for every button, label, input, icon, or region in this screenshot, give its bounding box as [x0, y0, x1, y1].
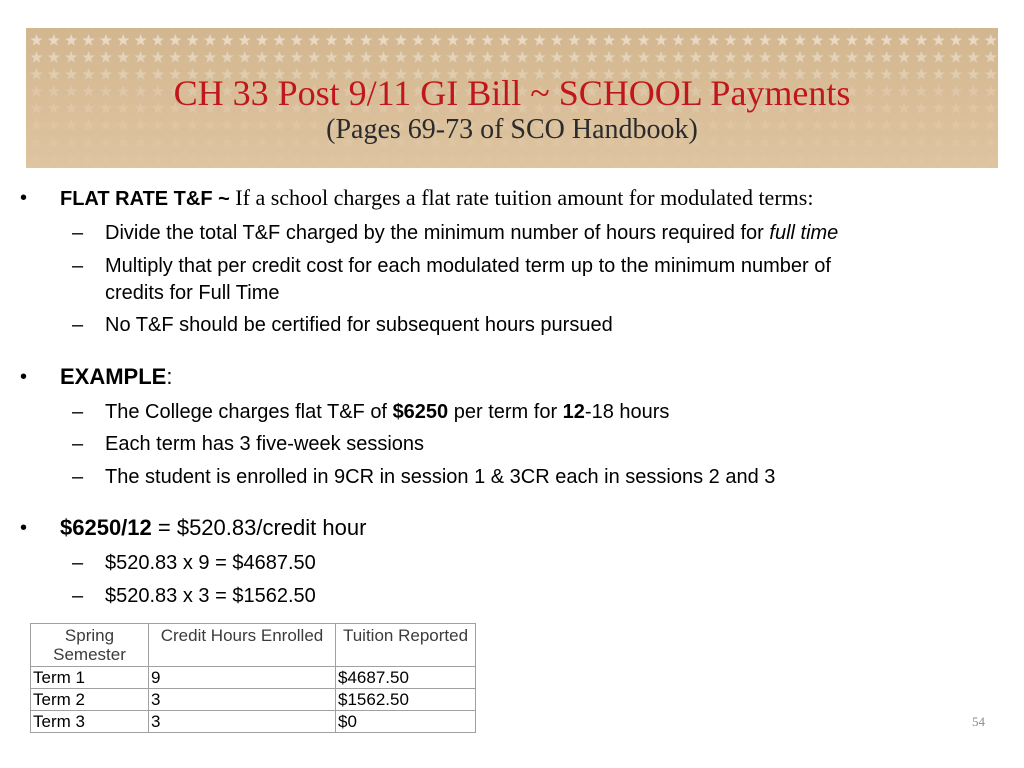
dash-marker: –: [72, 466, 84, 488]
table-cell-term: Term 3: [31, 711, 149, 733]
dash-marker: –: [72, 585, 84, 607]
text-part: per term for: [448, 401, 563, 423]
sub-bullet-text: $520.83 x 3 = $1562.50: [105, 585, 316, 607]
bullet-flat-rate: [0, 184, 1000, 212]
slide-subtitle: (Pages 69-73 of SCO Handbook): [326, 114, 698, 145]
bullet-lead-text: If a school charges a flat rate tuition amount for modulated terms:: [229, 185, 814, 210]
sub-bullet-text-plain: Divide the total T&F charged by the minimum number of hours required for: [105, 222, 770, 244]
slide-title: CH 33 Post 9/11 GI Bill ~ SCHOOL Payments: [173, 73, 851, 113]
table-cell-tuition: $1562.50: [336, 689, 476, 711]
sub-bullet-text: No T&F should be certified for subsequent hours pursued: [105, 314, 613, 336]
dash-marker: –: [72, 433, 84, 455]
sub-bullet-text: $520.83 x 9 = $4687.50: [105, 552, 316, 574]
bullet-lead-text: :: [166, 364, 173, 389]
table-cell-credit-hours: 3: [149, 689, 336, 711]
sub-bullet-text: The student is enrolled in 9CR in session 1 & 3CR each in sessions 2 and 3: [105, 466, 776, 488]
bullet-rate-calculation: [0, 514, 1000, 542]
bullet-lead-bold: $6250/12: [60, 515, 152, 540]
table-cell-term: Term 2: [31, 689, 149, 711]
bullet-text: [60, 184, 813, 215]
dash-marker: –: [72, 552, 84, 574]
table-row: [31, 711, 476, 733]
dash-marker: –: [72, 222, 84, 244]
title-banner: [26, 28, 998, 168]
text-part-bold: $6250: [392, 401, 449, 423]
sub-bullet-text: [105, 220, 875, 247]
table-header-row: [31, 624, 476, 667]
table-row: [31, 689, 476, 711]
slide-page-number: 54: [972, 714, 985, 729]
sub-bullet-text: Multiply that per credit cost for each modulated term up to the minimum number of credits for Full Time: [105, 255, 831, 304]
text-part: -18 hours: [584, 401, 670, 423]
table-cell-credit-hours: 3: [149, 711, 336, 733]
sub-bullet-text-italic: full time: [769, 222, 839, 244]
sub-bullet-text: Each term has 3 five-week sessions: [105, 433, 425, 455]
bullet-lead-bold: EXAMPLE: [60, 364, 167, 389]
table-cell-tuition: $4687.50: [336, 667, 476, 689]
bullet-example: [0, 363, 1000, 391]
table-cell-tuition: $0: [336, 711, 476, 733]
bullet-text: [60, 514, 366, 545]
column-header-credit-hours: Credit Hours Enrolled: [149, 624, 336, 667]
column-header-tuition: Tuition Reported: [336, 624, 476, 667]
bullet-marker: •: [20, 366, 28, 388]
bullet-text: [60, 363, 172, 394]
column-header-semester: Spring Semester: [31, 624, 149, 667]
tuition-table: [30, 623, 476, 733]
sub-bullet-text: [105, 399, 875, 426]
bullet-marker: •: [20, 517, 28, 539]
table-cell-term: Term 1: [31, 667, 149, 689]
table-cell-credit-hours: 9: [149, 667, 336, 689]
bullet-lead-bold: FLAT RATE T&F ~: [60, 188, 230, 210]
table-row: [31, 667, 476, 689]
bullet-marker: •: [20, 187, 28, 209]
dash-marker: –: [72, 401, 84, 423]
dash-marker: –: [72, 255, 84, 277]
text-part: The College charges flat T&F of: [105, 401, 393, 423]
dash-marker: –: [72, 314, 84, 336]
bullet-lead-text: = $520.83/credit hour: [151, 515, 367, 540]
text-part-bold: 12: [562, 401, 585, 423]
